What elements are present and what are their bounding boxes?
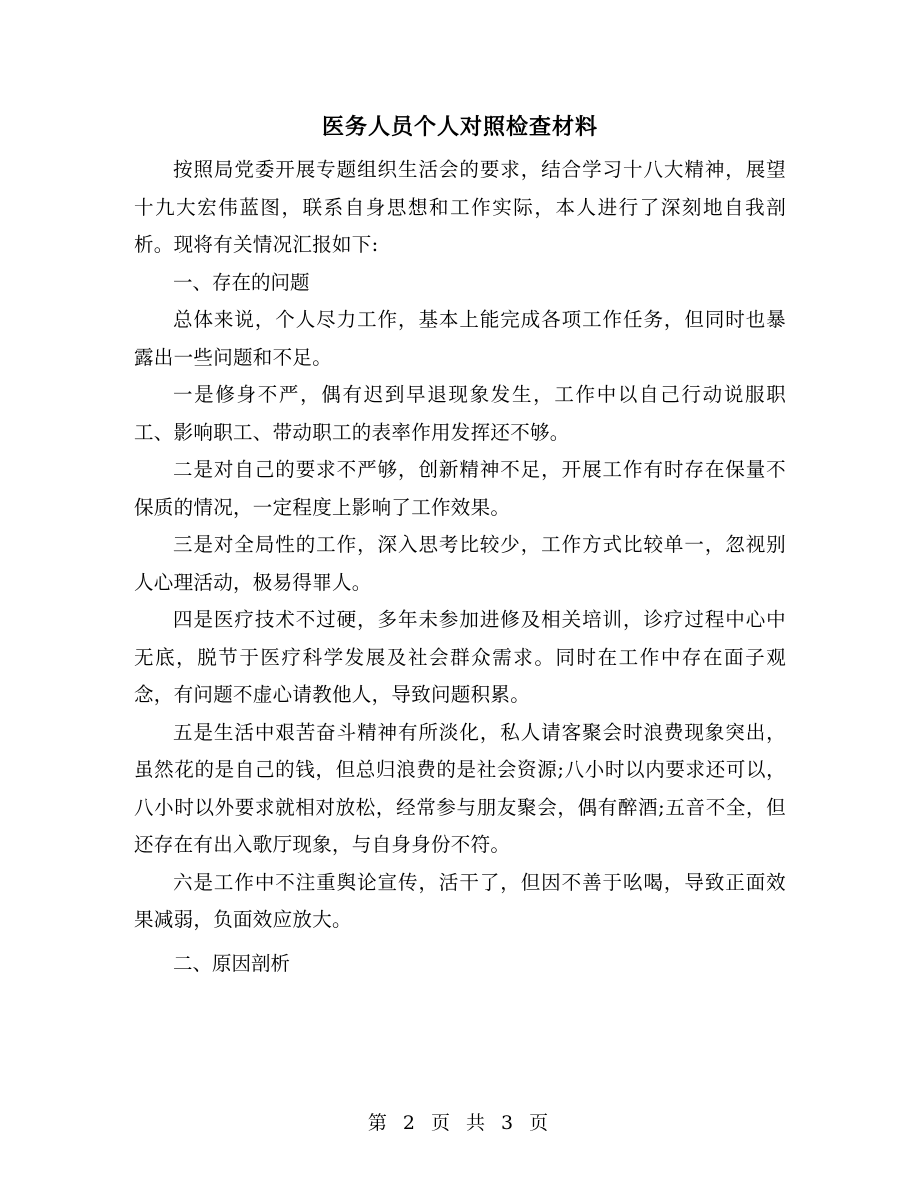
paragraph-point-1: 一是修身不严，偶有迟到早退现象发生，工作中以自己行动说服职工、影响职工、带动职工的表率作用发挥还不够。 <box>134 383 786 444</box>
paragraph-point-4: 四是医疗技术不过硬，多年未参加进修及相关培训，诊疗过程中心中无底，脱节于医疗科学发展及社会群众需求。同时在工作中存在面子观念，有问题不虚心请教他人，导致问题积累。 <box>134 608 786 706</box>
paragraph-point-3: 三是对全局性的工作，深入思考比较少，工作方式比较单一，忽视别人心理活动，极易得罪人。 <box>134 533 786 594</box>
intro-paragraph: 按照局党委开展专题组织生活会的要求，结合学习十八大精神，展望十九大宏伟蓝图，联系自身思想和工作实际，本人进行了深刻地自我剖析。现将有关情况汇报如下: <box>134 158 786 256</box>
section-heading-causes: 二、原因剖析 <box>173 951 291 975</box>
paragraph-overall: 总体来说，个人尽力工作，基本上能完成各项工作任务，但同时也暴露出一些问题和不足。 <box>134 308 786 369</box>
section-heading-problems: 一、存在的问题 <box>173 270 310 294</box>
document-title: 医务人员个人对照检查材料 <box>321 114 598 140</box>
paragraph-point-5: 五是生活中艰苦奋斗精神有所淡化，私人请客聚会时浪费现象突出，虽然花的是自己的钱，但总归浪费的是社会资源;八小时以内要求还可以，八小时以外要求就相对放松，经常参与朋友聚会，偶有醉酒;五音不全，但还存在有出入歌厅现象，与自身身份不符。 <box>134 720 786 856</box>
paragraph-point-6: 六是工作中不注重舆论宣传，活干了，但因不善于吆喝，导致正面效果减弱，负面效应放大。 <box>134 870 786 931</box>
paragraph-point-2: 二是对自己的要求不严够，创新精神不足，开展工作有时存在保量不保质的情况，一定程度上影响了工作效果。 <box>134 458 786 519</box>
page-number-footer: 第 2 页 共 3 页 <box>367 1112 553 1134</box>
document-body <box>134 151 786 982</box>
